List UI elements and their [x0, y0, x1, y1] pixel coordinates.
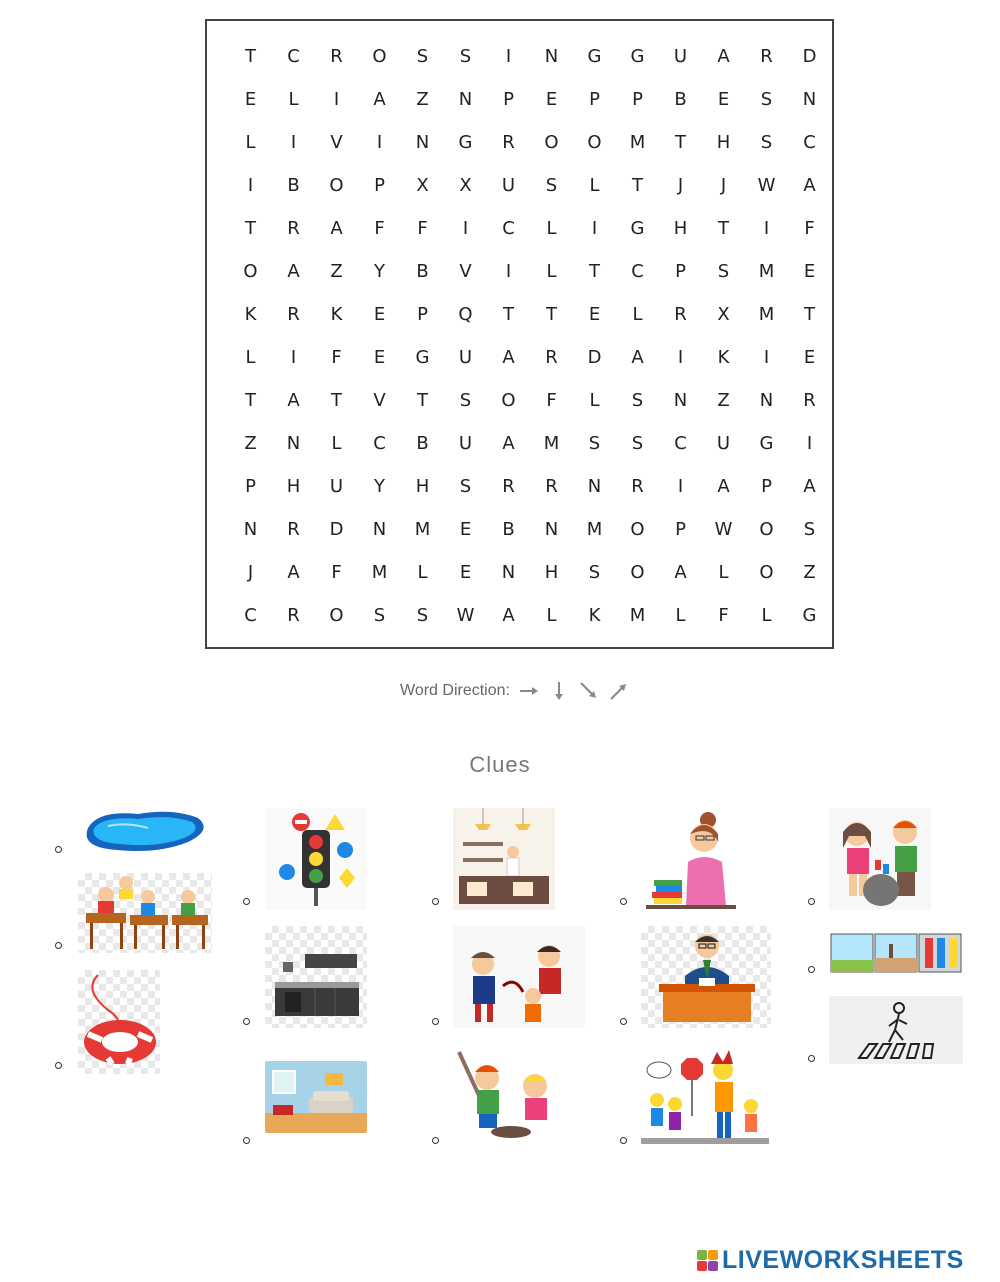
- grid-letter[interactable]: E: [545, 89, 558, 110]
- grid-row: [229, 207, 831, 250]
- grid-letter[interactable]: U: [673, 46, 688, 67]
- grid-letter[interactable]: T: [675, 132, 686, 153]
- grid-row: [229, 164, 831, 207]
- grid-letter[interactable]: M: [371, 562, 388, 583]
- grid-letter[interactable]: B: [287, 175, 300, 196]
- grid-row: [229, 121, 831, 164]
- grid-letter[interactable]: I: [247, 175, 254, 196]
- clue-11-option[interactable]: [620, 1018, 627, 1025]
- grid-letter[interactable]: R: [803, 390, 816, 411]
- grid-letter[interactable]: L: [546, 605, 557, 626]
- grid-letter[interactable]: R: [287, 218, 300, 239]
- grid-letter[interactable]: A: [287, 390, 300, 411]
- grid-letter[interactable]: P: [761, 476, 772, 497]
- grid-letter[interactable]: K: [717, 347, 730, 368]
- teacher-image[interactable]: [646, 808, 736, 910]
- grid-row: [229, 379, 831, 422]
- grid-letter[interactable]: A: [330, 218, 343, 239]
- grid-letter[interactable]: S: [459, 46, 472, 67]
- grid-letter[interactable]: C: [244, 605, 257, 626]
- grid-letter[interactable]: M: [414, 519, 431, 540]
- grid-letter[interactable]: T: [417, 390, 428, 411]
- clue-6-option[interactable]: [243, 1137, 250, 1144]
- grid-letter[interactable]: A: [287, 562, 300, 583]
- grid-letter[interactable]: T: [589, 261, 600, 282]
- grid-letter[interactable]: T: [331, 390, 342, 411]
- recycling-kids-image[interactable]: [829, 808, 931, 910]
- grid-letter[interactable]: T: [503, 304, 514, 325]
- grid-letter[interactable]: V: [373, 390, 386, 411]
- grid-letter[interactable]: O: [329, 175, 344, 196]
- grid-letter[interactable]: K: [588, 605, 601, 626]
- grid-letter[interactable]: T: [718, 218, 729, 239]
- playground-comic-image[interactable]: [829, 932, 963, 974]
- grid-letter[interactable]: N: [587, 476, 602, 497]
- grid-letter[interactable]: L: [245, 347, 256, 368]
- grid-letter[interactable]: I: [763, 347, 770, 368]
- grid-letter[interactable]: R: [502, 132, 515, 153]
- grid-letter[interactable]: N: [372, 519, 387, 540]
- logo-text: LIVEWORKSHEETS: [722, 1246, 964, 1274]
- grid-letter[interactable]: I: [763, 218, 770, 239]
- grid-letter[interactable]: A: [803, 175, 816, 196]
- grid-letter[interactable]: Z: [803, 562, 816, 583]
- grid-letter[interactable]: G: [458, 132, 473, 153]
- grid-letter[interactable]: N: [544, 519, 559, 540]
- traffic-light-image[interactable]: [265, 808, 367, 910]
- grid-letter[interactable]: F: [718, 605, 729, 626]
- clue-13-option[interactable]: [808, 898, 815, 905]
- grid-letter[interactable]: I: [462, 218, 469, 239]
- logo-icon: [697, 1250, 718, 1271]
- grid-letter[interactable]: U: [458, 433, 473, 454]
- grid-letter[interactable]: A: [674, 562, 687, 583]
- grid-letter[interactable]: N: [501, 562, 516, 583]
- grid-letter[interactable]: I: [505, 261, 512, 282]
- grid-letter[interactable]: P: [632, 89, 643, 110]
- grid-letter[interactable]: A: [717, 46, 730, 67]
- grid-letter[interactable]: T: [245, 46, 256, 67]
- grid-letter[interactable]: E: [244, 89, 257, 110]
- grid-letter[interactable]: L: [589, 390, 600, 411]
- arrow-down-right-icon: [578, 680, 600, 702]
- grid-letter[interactable]: I: [677, 476, 684, 497]
- clue-8-option[interactable]: [432, 1018, 439, 1025]
- grid-letter[interactable]: N: [673, 390, 688, 411]
- grid-letter[interactable]: W: [757, 175, 776, 196]
- grid-letter[interactable]: E: [373, 304, 386, 325]
- grid-letter[interactable]: K: [244, 304, 257, 325]
- grid-letter[interactable]: I: [677, 347, 684, 368]
- grid-letter[interactable]: I: [333, 89, 340, 110]
- grid-letter[interactable]: P: [503, 89, 514, 110]
- grid-letter[interactable]: E: [803, 347, 816, 368]
- grid-letter[interactable]: H: [544, 562, 559, 583]
- grid-letter[interactable]: E: [803, 261, 816, 282]
- grid-letter[interactable]: U: [458, 347, 473, 368]
- grid-letter[interactable]: Q: [458, 304, 473, 325]
- grid-letter[interactable]: Y: [374, 476, 385, 497]
- grid-letter[interactable]: M: [758, 261, 775, 282]
- grid-letter[interactable]: M: [758, 304, 775, 325]
- grid-letter[interactable]: S: [459, 390, 472, 411]
- grid-letter[interactable]: R: [760, 46, 773, 67]
- grid-letter[interactable]: O: [501, 390, 516, 411]
- grid-letter[interactable]: I: [806, 433, 813, 454]
- grid-letter[interactable]: F: [546, 390, 557, 411]
- grid-letter[interactable]: A: [631, 347, 644, 368]
- word-direction: [400, 680, 630, 702]
- grid-letter[interactable]: V: [459, 261, 472, 282]
- grid-letter[interactable]: L: [331, 433, 342, 454]
- word-direction-label: Word Direction:: [400, 682, 510, 699]
- grid-letter[interactable]: S: [373, 605, 386, 626]
- grid-letter[interactable]: H: [286, 476, 301, 497]
- arrow-up-right-icon: [608, 680, 630, 702]
- grid-letter[interactable]: N: [759, 390, 774, 411]
- clue-2-option[interactable]: [55, 942, 62, 949]
- grid-row: [229, 293, 831, 336]
- grid-letter[interactable]: A: [803, 476, 816, 497]
- principal-image[interactable]: [641, 926, 771, 1028]
- grid-letter[interactable]: I: [591, 218, 598, 239]
- grid-letter[interactable]: S: [588, 562, 601, 583]
- classroom-image[interactable]: [78, 873, 212, 953]
- grid-letter[interactable]: L: [288, 89, 299, 110]
- grid-letter[interactable]: L: [589, 175, 600, 196]
- grid-letter[interactable]: Z: [717, 390, 730, 411]
- grid-letter[interactable]: L: [718, 562, 729, 583]
- grid-letter[interactable]: S: [717, 261, 730, 282]
- grid-row: [229, 78, 831, 121]
- grid-letter[interactable]: S: [760, 89, 773, 110]
- grid-letter[interactable]: C: [502, 218, 515, 239]
- grid-letter[interactable]: N: [458, 89, 473, 110]
- grid-letter[interactable]: B: [416, 433, 429, 454]
- grid-letter[interactable]: C: [803, 132, 816, 153]
- clue-3-option[interactable]: [55, 1062, 62, 1069]
- grid-letter[interactable]: Z: [416, 89, 429, 110]
- grid-letter[interactable]: G: [587, 46, 602, 67]
- grid-letter[interactable]: C: [674, 433, 687, 454]
- grid-letter[interactable]: K: [330, 304, 343, 325]
- grid-letter[interactable]: L: [546, 218, 557, 239]
- grid-letter[interactable]: N: [544, 46, 559, 67]
- clues-title: Clues: [469, 752, 531, 777]
- grid-letter[interactable]: I: [505, 46, 512, 67]
- grid-letter[interactable]: O: [587, 132, 602, 153]
- grid-letter[interactable]: O: [243, 261, 258, 282]
- grid-letter[interactable]: D: [329, 519, 344, 540]
- living-room-image[interactable]: [265, 1061, 367, 1133]
- grid-row: [229, 250, 831, 293]
- grid-letter[interactable]: P: [374, 175, 385, 196]
- grid-letter[interactable]: O: [329, 605, 344, 626]
- grid-row: [229, 336, 831, 379]
- cafeteria-image[interactable]: [453, 808, 555, 910]
- grid-letter[interactable]: C: [631, 261, 644, 282]
- grid-letter[interactable]: U: [329, 476, 344, 497]
- grid-letter[interactable]: N: [286, 433, 301, 454]
- grid-letter[interactable]: W: [456, 605, 475, 626]
- lifebuoy-image[interactable]: [78, 970, 160, 1074]
- crosswalk-sign-image[interactable]: [829, 996, 963, 1064]
- grid-letter[interactable]: X: [459, 175, 472, 196]
- grid-letter[interactable]: R: [545, 476, 558, 497]
- grid-letter[interactable]: I: [290, 132, 297, 153]
- grid-letter[interactable]: O: [630, 562, 645, 583]
- grid-row: [229, 508, 831, 551]
- grid-row: [229, 551, 831, 594]
- grid-letter[interactable]: P: [675, 261, 686, 282]
- grid-letter[interactable]: S: [803, 519, 816, 540]
- grid-letter[interactable]: L: [632, 304, 643, 325]
- clue-5-option[interactable]: [243, 1018, 250, 1025]
- grid-letter[interactable]: T: [245, 390, 256, 411]
- grid-letter[interactable]: C: [287, 46, 300, 67]
- grid-row: [229, 594, 831, 637]
- grid-letter[interactable]: O: [630, 519, 645, 540]
- grid-letter[interactable]: F: [374, 218, 385, 239]
- grid-letter[interactable]: B: [502, 519, 515, 540]
- grid-letter[interactable]: T: [632, 175, 643, 196]
- grid-letter[interactable]: S: [459, 476, 472, 497]
- grid-letter[interactable]: H: [673, 218, 688, 239]
- grid-letter[interactable]: R: [287, 605, 300, 626]
- grid-letter[interactable]: U: [501, 175, 516, 196]
- grid-letter[interactable]: O: [759, 519, 774, 540]
- grid-letter[interactable]: E: [373, 347, 386, 368]
- grid-letter[interactable]: C: [373, 433, 386, 454]
- kitchen-image[interactable]: [265, 926, 367, 1028]
- grid-letter[interactable]: T: [245, 218, 256, 239]
- grid-letter[interactable]: E: [459, 519, 472, 540]
- grid-letter[interactable]: R: [674, 304, 687, 325]
- grid-letter[interactable]: S: [760, 132, 773, 153]
- grid-letter[interactable]: P: [417, 304, 428, 325]
- grid-letter[interactable]: R: [631, 476, 644, 497]
- grid-letter[interactable]: S: [631, 390, 644, 411]
- grid-letter[interactable]: P: [589, 89, 600, 110]
- grid-letter[interactable]: X: [717, 304, 730, 325]
- grid-letter[interactable]: J: [677, 175, 684, 196]
- grid-letter[interactable]: B: [674, 89, 687, 110]
- grid-row: [229, 422, 831, 465]
- grid-letter[interactable]: S: [588, 433, 601, 454]
- grid-letter[interactable]: A: [373, 89, 386, 110]
- grid-letter[interactable]: S: [416, 46, 429, 67]
- grid-letter[interactable]: L: [761, 605, 772, 626]
- grid-letter[interactable]: I: [376, 132, 383, 153]
- grid-letter[interactable]: L: [417, 562, 428, 583]
- clue-7-option[interactable]: [432, 898, 439, 905]
- grid-letter[interactable]: Z: [330, 261, 343, 282]
- crossing-guard-image[interactable]: [641, 1046, 769, 1148]
- grid-letter[interactable]: Z: [244, 433, 257, 454]
- grid-letter[interactable]: O: [759, 562, 774, 583]
- grid-letter[interactable]: M: [629, 605, 646, 626]
- nurse-image[interactable]: [453, 926, 585, 1028]
- grid-letter[interactable]: T: [804, 304, 815, 325]
- grid-letter[interactable]: G: [630, 218, 645, 239]
- grid-letter[interactable]: N: [415, 132, 430, 153]
- clue-14-option[interactable]: [808, 966, 815, 973]
- clue-9-option[interactable]: [432, 1137, 439, 1144]
- arrow-right-icon: [518, 680, 540, 702]
- grid-letter[interactable]: L: [675, 605, 686, 626]
- grid-letter[interactable]: V: [330, 132, 343, 153]
- grid-letter[interactable]: H: [415, 476, 430, 497]
- grid-letter[interactable]: L: [245, 132, 256, 153]
- word-search-grid: [205, 19, 834, 649]
- grid-letter[interactable]: R: [502, 476, 515, 497]
- grid-letter[interactable]: S: [416, 605, 429, 626]
- grid-letter[interactable]: M: [586, 519, 603, 540]
- grid-letter[interactable]: Y: [374, 261, 385, 282]
- grid-letter[interactable]: A: [502, 433, 515, 454]
- grid-letter[interactable]: M: [543, 433, 560, 454]
- grid-letter[interactable]: F: [417, 218, 428, 239]
- grid-letter[interactable]: F: [331, 347, 342, 368]
- clue-1-option[interactable]: [55, 846, 62, 853]
- grid-row: [229, 35, 831, 78]
- grid-letter[interactable]: J: [247, 562, 254, 583]
- grid-letter[interactable]: M: [629, 132, 646, 153]
- letter-grid: [229, 35, 831, 637]
- grid-letter[interactable]: B: [416, 261, 429, 282]
- clue-15-option[interactable]: [808, 1055, 815, 1062]
- grid-letter[interactable]: R: [330, 46, 343, 67]
- grid-letter[interactable]: P: [245, 476, 256, 497]
- grid-letter[interactable]: P: [675, 519, 686, 540]
- grid-letter[interactable]: O: [544, 132, 559, 153]
- grid-letter[interactable]: D: [587, 347, 602, 368]
- grid-letter[interactable]: A: [717, 476, 730, 497]
- clue-10-option[interactable]: [620, 898, 627, 905]
- clue-12-option[interactable]: [620, 1137, 627, 1144]
- clue-4-option[interactable]: [243, 898, 250, 905]
- grid-letter[interactable]: G: [759, 433, 774, 454]
- grid-letter[interactable]: F: [804, 218, 815, 239]
- grid-letter[interactable]: T: [546, 304, 557, 325]
- grid-letter[interactable]: L: [546, 261, 557, 282]
- kids-picking-litter-image[interactable]: [453, 1046, 573, 1144]
- grid-row: [229, 465, 831, 508]
- grid-letter[interactable]: R: [545, 347, 558, 368]
- grid-letter[interactable]: X: [416, 175, 429, 196]
- arrow-down-icon: [548, 680, 570, 702]
- liveworksheets-logo: [697, 1246, 964, 1275]
- grid-letter[interactable]: A: [287, 261, 300, 282]
- grid-letter[interactable]: O: [372, 46, 387, 67]
- grid-letter[interactable]: G: [630, 46, 645, 67]
- grid-letter[interactable]: G: [415, 347, 430, 368]
- grid-letter[interactable]: H: [716, 132, 731, 153]
- grid-letter[interactable]: J: [720, 175, 727, 196]
- grid-letter[interactable]: G: [802, 605, 817, 626]
- grid-letter[interactable]: R: [287, 304, 300, 325]
- grid-letter[interactable]: S: [631, 433, 644, 454]
- grid-letter[interactable]: U: [716, 433, 731, 454]
- grid-letter[interactable]: I: [290, 347, 297, 368]
- grid-letter[interactable]: A: [502, 605, 515, 626]
- grid-letter[interactable]: N: [243, 519, 258, 540]
- grid-letter[interactable]: E: [717, 89, 730, 110]
- grid-letter[interactable]: D: [802, 46, 817, 67]
- grid-letter[interactable]: A: [502, 347, 515, 368]
- grid-letter[interactable]: W: [714, 519, 733, 540]
- grid-letter[interactable]: R: [287, 519, 300, 540]
- grid-letter[interactable]: E: [459, 562, 472, 583]
- swimming-pool-image[interactable]: [78, 808, 213, 856]
- grid-letter[interactable]: E: [588, 304, 601, 325]
- grid-letter[interactable]: S: [545, 175, 558, 196]
- grid-letter[interactable]: F: [331, 562, 342, 583]
- grid-letter[interactable]: N: [802, 89, 817, 110]
